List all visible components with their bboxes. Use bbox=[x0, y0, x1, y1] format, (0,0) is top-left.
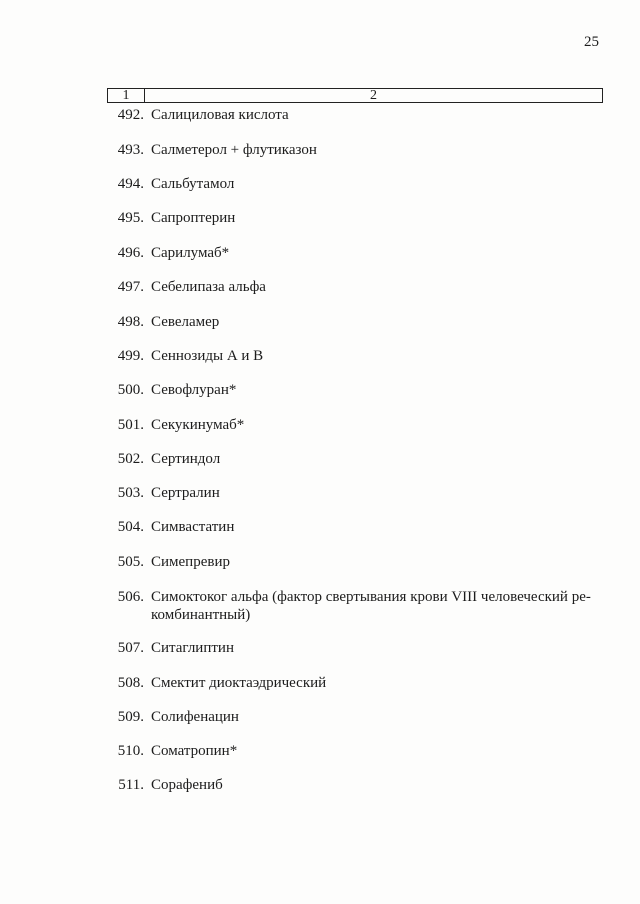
item-name: Сарилумаб* bbox=[151, 245, 230, 261]
column-header-2: 2 bbox=[370, 88, 377, 103]
item-number: 510. bbox=[117, 743, 144, 759]
table-header bbox=[107, 88, 603, 103]
item-number: 494. bbox=[117, 176, 144, 192]
item-name: Симвастатин bbox=[151, 519, 235, 535]
item-name: Сеннозиды А и В bbox=[151, 348, 264, 364]
item-number: 502. bbox=[117, 451, 144, 467]
item-number: 498. bbox=[117, 314, 144, 330]
item-name: Севофлуран* bbox=[151, 382, 237, 398]
item-name: Ситаглиптин bbox=[151, 640, 234, 656]
item-name: Смектит диоктаэдрический bbox=[151, 675, 327, 691]
item-number: 496. bbox=[117, 245, 144, 261]
item-name: Сертралин bbox=[151, 485, 220, 501]
item-number: 511. bbox=[118, 777, 144, 793]
item-name: Солифенацин bbox=[151, 709, 239, 725]
item-number: 506. bbox=[117, 589, 144, 605]
item-number: 505. bbox=[117, 554, 144, 570]
item-name: Севеламер bbox=[151, 314, 220, 330]
item-name: Сорафениб bbox=[151, 777, 223, 793]
item-name: Салициловая кислота bbox=[151, 107, 289, 123]
item-number: 503. bbox=[117, 485, 144, 501]
item-name: Сапроптерин bbox=[151, 210, 236, 226]
item-name: Сальбутамол bbox=[151, 176, 235, 192]
item-name: Симепревир bbox=[151, 554, 230, 570]
page-number: 25 bbox=[584, 34, 599, 50]
item-number: 501. bbox=[117, 417, 144, 433]
item-name: Секукинумаб* bbox=[151, 417, 245, 433]
item-number: 504. bbox=[117, 519, 144, 535]
item-number: 509. bbox=[117, 709, 144, 725]
item-number: 495. bbox=[117, 210, 144, 226]
item-number: 499. bbox=[117, 348, 144, 364]
item-name: Соматропин* bbox=[151, 743, 238, 759]
item-number: 492. bbox=[117, 107, 144, 123]
item-number: 497. bbox=[117, 279, 144, 295]
item-number: 507. bbox=[117, 640, 144, 656]
item-number: 508. bbox=[117, 675, 144, 691]
item-name: Салметерол + флутиказон bbox=[151, 142, 317, 158]
item-name: Себелипаза альфа bbox=[151, 279, 266, 295]
item-name: Симоктоког альфа (фактор свертывания крови VIII человеческий ре-комбинантный) bbox=[151, 589, 591, 623]
column-header-1: 1 bbox=[108, 89, 145, 102]
item-number: 493. bbox=[117, 142, 144, 158]
item-name: Сертиндол bbox=[151, 451, 221, 467]
item-number: 500. bbox=[117, 382, 144, 398]
